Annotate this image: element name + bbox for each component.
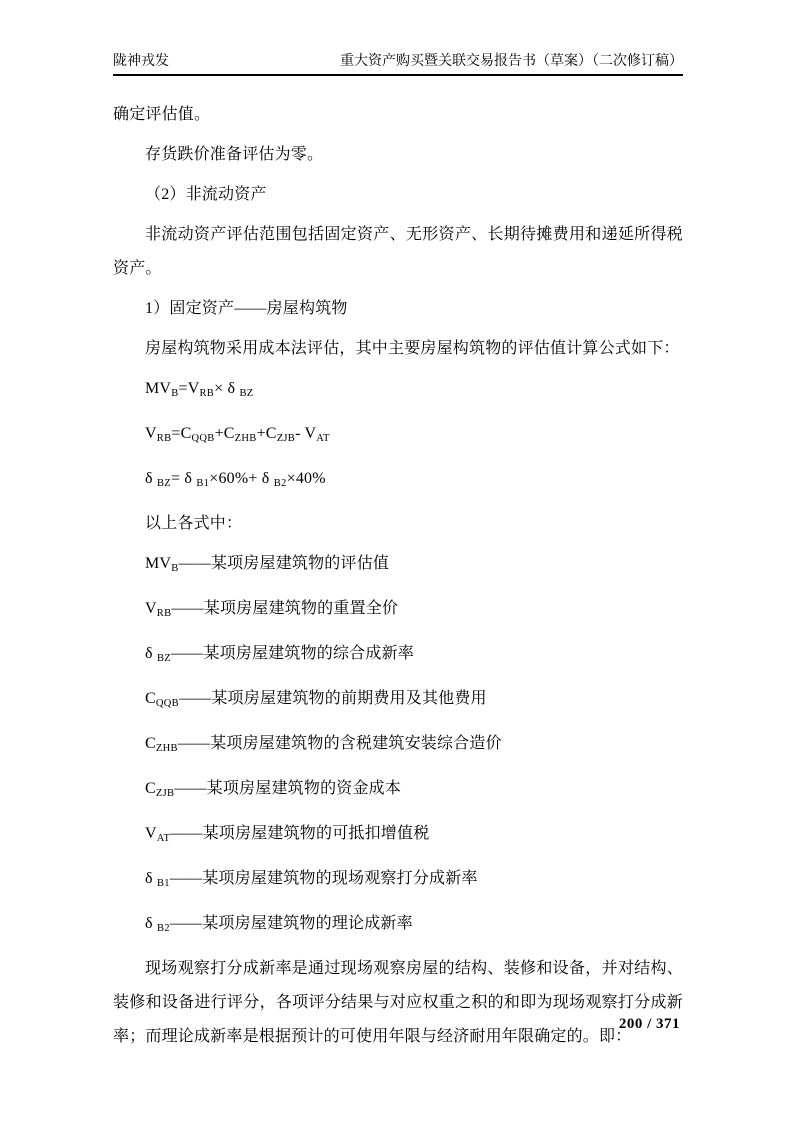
page-header bbox=[113, 52, 683, 76]
text-run: （2）非流动资产 bbox=[145, 186, 267, 203]
formula bbox=[113, 372, 683, 411]
text-run: +C bbox=[214, 425, 235, 442]
body-paragraph bbox=[113, 138, 683, 172]
text-run: ——某项房屋建筑物的资金成本 bbox=[174, 780, 402, 797]
subscript-run: RB bbox=[199, 388, 215, 399]
continuation-paragraph bbox=[113, 98, 683, 132]
subscript-run: ZJB bbox=[155, 788, 175, 799]
subscript-run: BZ bbox=[156, 478, 171, 489]
text-run: =V bbox=[178, 380, 200, 397]
text-run: ×40% bbox=[286, 470, 326, 487]
text-run: 确定评估值。 bbox=[113, 106, 211, 123]
text-run: ——某项房屋建筑物的现场观察打分成新率 bbox=[169, 870, 478, 887]
text-run: 以上各式中： bbox=[145, 515, 243, 532]
text-run: MV bbox=[145, 555, 172, 572]
definition bbox=[113, 637, 683, 676]
text-run: × δ bbox=[214, 380, 240, 397]
text-run: =C bbox=[171, 425, 192, 442]
definition bbox=[113, 817, 683, 856]
subscript-run: RB bbox=[156, 608, 172, 619]
text-run: δ bbox=[145, 470, 157, 487]
text-run: ——某项房屋建筑物的可抵扣增值税 bbox=[170, 825, 430, 842]
text-run: ——某项房屋建筑物的评估值 bbox=[178, 555, 390, 572]
text-run: V bbox=[145, 600, 157, 617]
subscript-run: ZJB bbox=[276, 433, 296, 444]
definition bbox=[113, 592, 683, 631]
text-run: 存货跌价准备评估为零。 bbox=[145, 146, 324, 163]
definition bbox=[113, 682, 683, 721]
text-run: V bbox=[145, 825, 157, 842]
text-run: C bbox=[145, 735, 156, 752]
text-run: ×60%+ δ bbox=[209, 470, 274, 487]
text-run: ——某项房屋建筑物的理论成新率 bbox=[169, 915, 413, 932]
text-run: 非流动资产评估范围包括固定资产、无形资产、长期待摊费用和递延所得税资产。 bbox=[113, 226, 683, 277]
text-run: δ bbox=[145, 645, 157, 662]
header-report-title: 重大资产购买暨关联交易报告书（草案）（二次修订稿） bbox=[340, 54, 683, 69]
subscript-run: B2 bbox=[156, 923, 170, 934]
subsection-heading bbox=[113, 292, 683, 326]
subscript-run: B bbox=[171, 563, 179, 574]
subscript-run: B1 bbox=[156, 878, 170, 889]
subscript-run: ZHB bbox=[234, 433, 257, 444]
definition bbox=[113, 907, 683, 946]
header-company-name: 陇神戎发 bbox=[113, 54, 169, 69]
text-run: 现场观察打分成新率是通过现场观察房屋的结构、装修和设备，并对结构、装修和设备进行评分，各项评分结果与对应权重之积的和即为现场观察打分成新率；而理论成新率是根据预计的可使用年限与经济耐用年限确定的。即： bbox=[113, 960, 683, 1045]
subscript-run: BZ bbox=[239, 388, 254, 399]
definition bbox=[113, 727, 683, 766]
subscript-run: B bbox=[171, 388, 179, 399]
definition bbox=[113, 862, 683, 901]
definition bbox=[113, 547, 683, 586]
page-number: 200 / 371 bbox=[618, 1016, 680, 1032]
text-run: ——某项房屋建筑物的含税建筑安装综合造价 bbox=[177, 735, 502, 752]
body-paragraph bbox=[113, 507, 683, 541]
text-run: - V bbox=[295, 425, 317, 442]
formula bbox=[113, 462, 683, 501]
text-run: 房屋构筑物采用成本法评估，其中主要房屋构筑物的评估值计算公式如下： bbox=[145, 340, 680, 357]
text-run: δ bbox=[145, 915, 157, 932]
text-run: +C bbox=[256, 425, 277, 442]
formula bbox=[113, 417, 683, 456]
subscript-run: QQB bbox=[191, 433, 215, 444]
page-footer bbox=[619, 1016, 680, 1033]
text-run: ——某项房屋建筑物的前期费用及其他费用 bbox=[178, 690, 487, 707]
definition bbox=[113, 772, 683, 811]
text-run: ——某项房屋建筑物的重置全价 bbox=[171, 600, 399, 617]
text-run: δ bbox=[145, 870, 157, 887]
subscript-run: B1 bbox=[196, 478, 210, 489]
text-run: C bbox=[145, 690, 156, 707]
subscript-run: QQB bbox=[155, 698, 179, 709]
text-run: ——某项房屋建筑物的综合成新率 bbox=[170, 645, 414, 662]
subsection-heading bbox=[113, 178, 683, 212]
body-paragraph bbox=[113, 218, 683, 286]
body-paragraph bbox=[113, 332, 683, 366]
text-run: V bbox=[145, 425, 157, 442]
subscript-run: B2 bbox=[273, 478, 287, 489]
subscript-run: BZ bbox=[156, 653, 171, 664]
text-run: 1）固定资产——房屋构筑物 bbox=[145, 300, 348, 317]
body-paragraph bbox=[113, 952, 683, 1054]
subscript-run: AT bbox=[156, 833, 171, 844]
subscript-run: AT bbox=[316, 433, 330, 444]
subscript-run: ZHB bbox=[155, 743, 178, 754]
text-run: C bbox=[145, 780, 156, 797]
text-run: MV bbox=[145, 380, 172, 397]
document-body bbox=[113, 92, 683, 1060]
text-run: = δ bbox=[170, 470, 197, 487]
subscript-run: RB bbox=[156, 433, 172, 444]
